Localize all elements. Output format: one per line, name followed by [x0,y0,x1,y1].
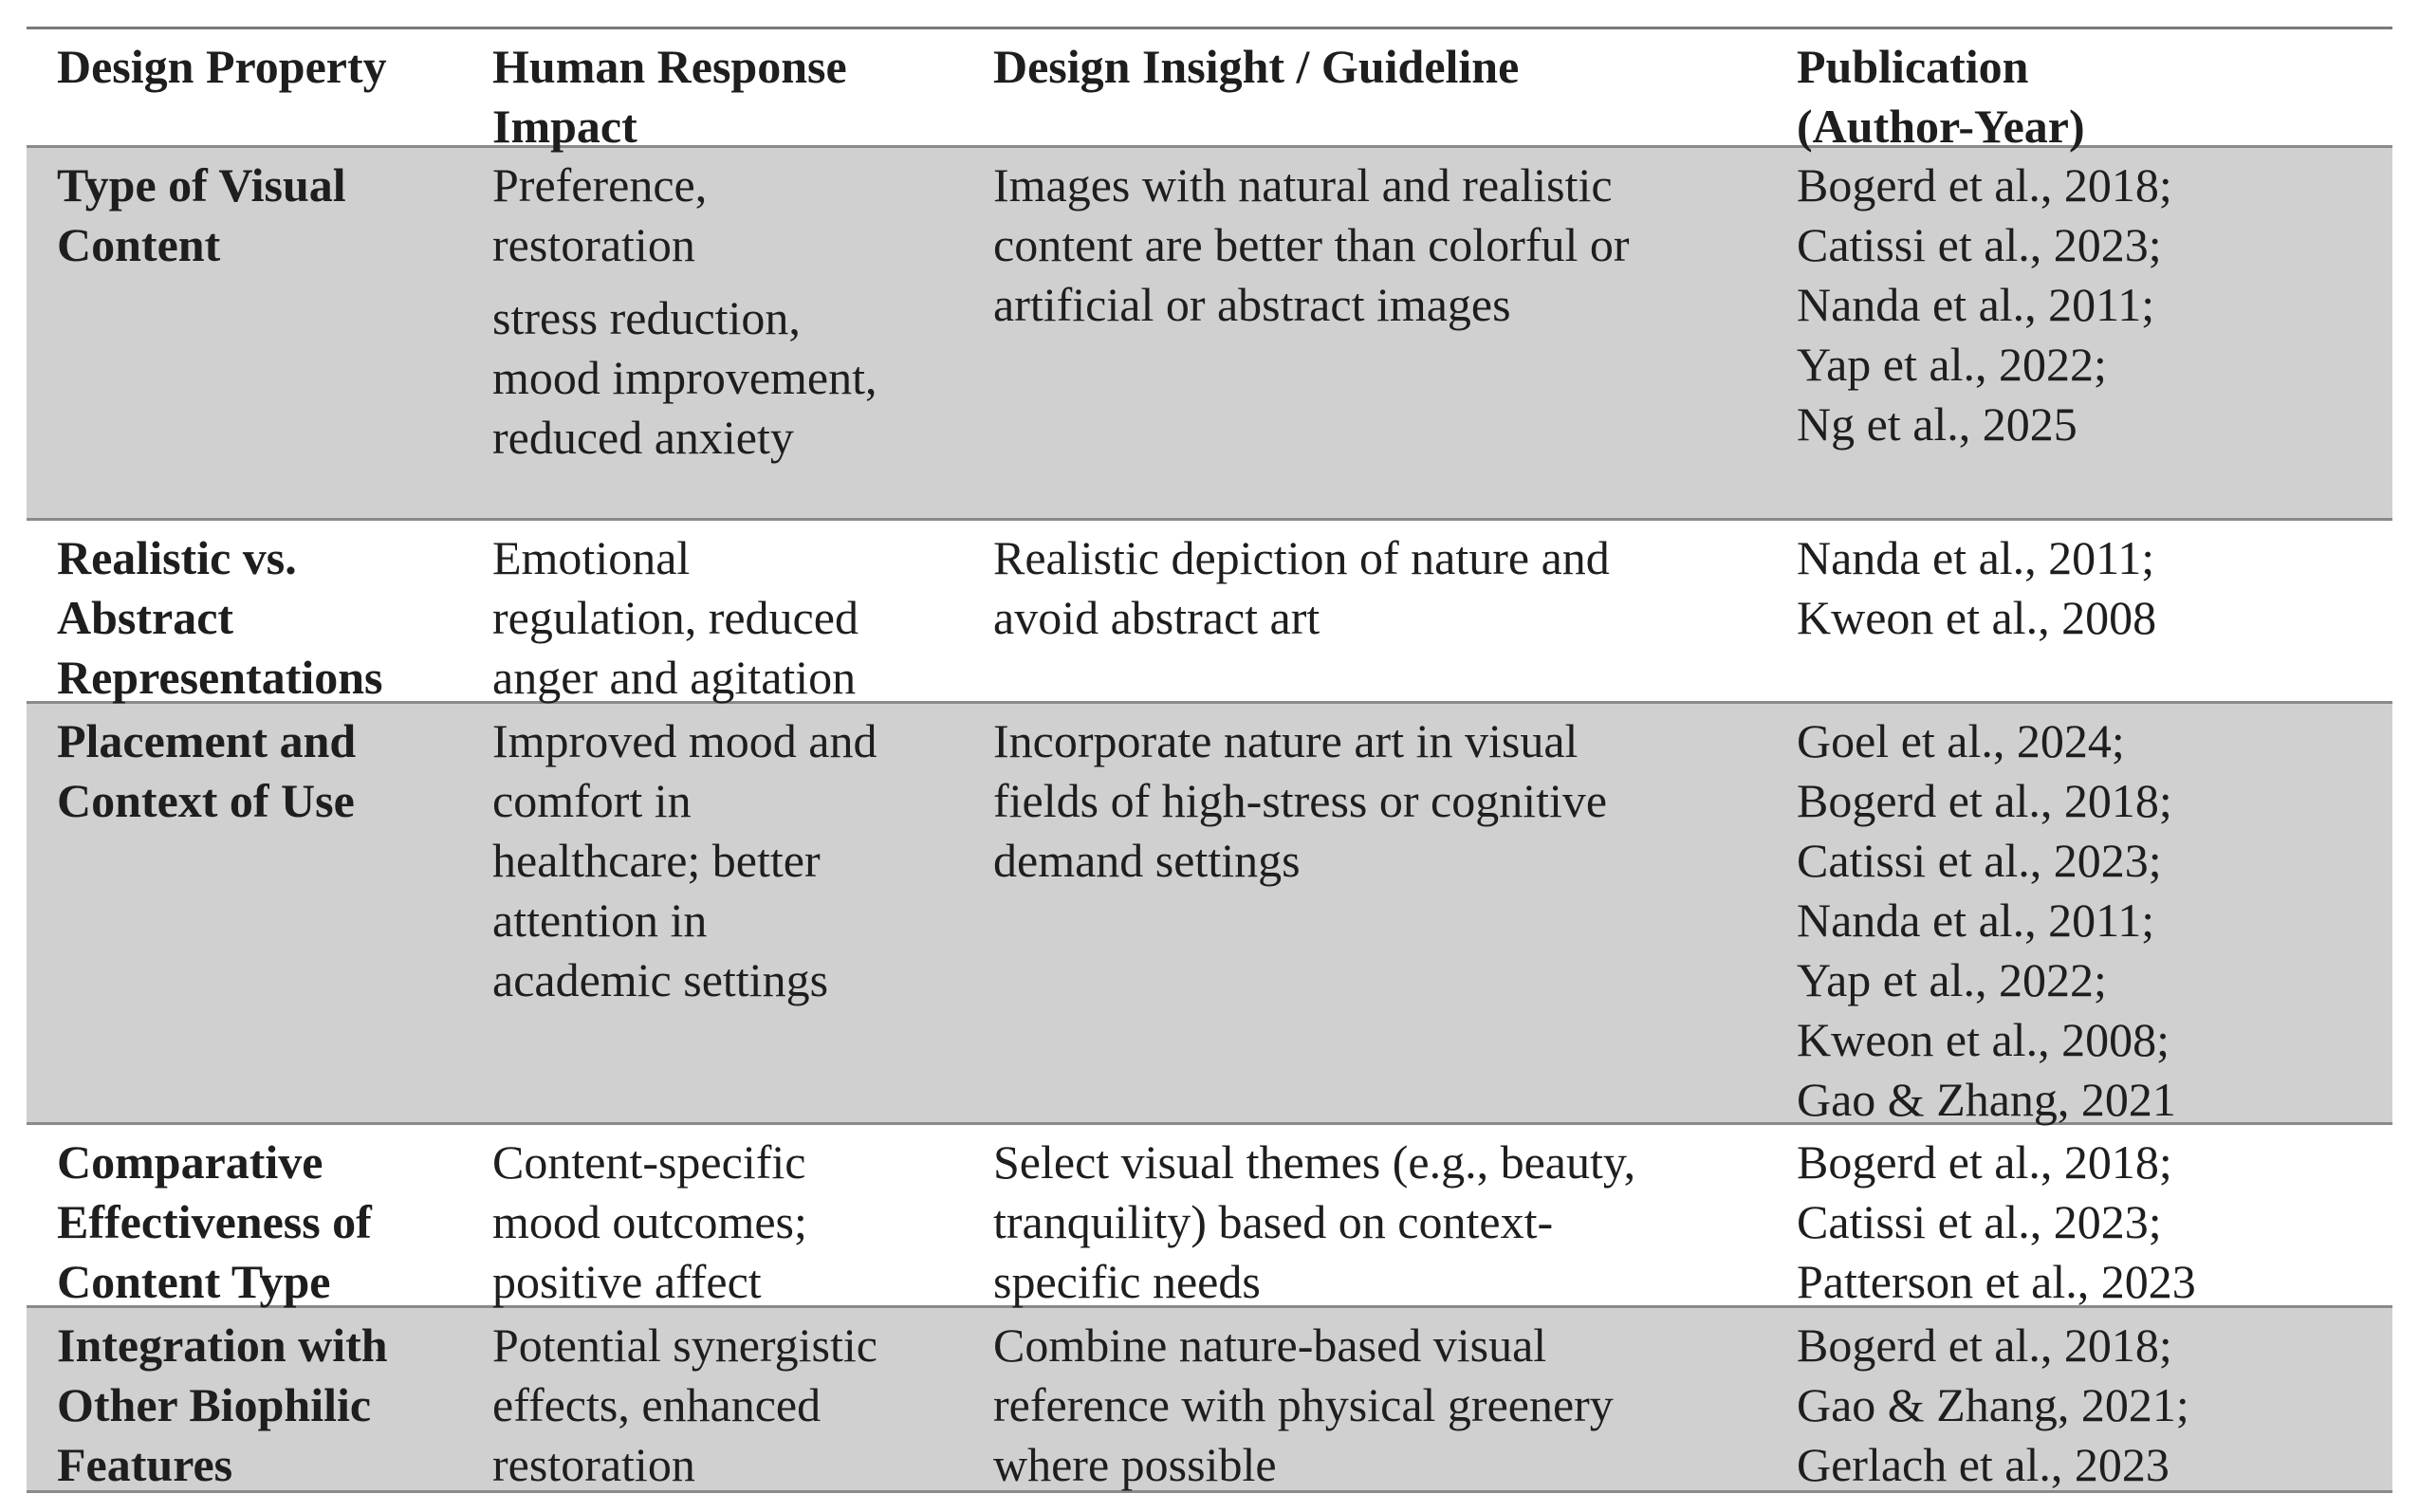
cell-text-line: Kweon et al., 2008 [1797,591,2157,644]
cell-text-line: Nanda et al., 2011; [1797,278,2155,331]
cell-publication [1766,1308,2392,1490]
cell-human-response-impact [462,148,963,518]
cell-design-insight [963,1308,1766,1490]
cell-text-line: Realistic depiction of nature and [993,531,1610,584]
header-publication [1766,29,2392,153]
cell-text-line: Kweon et al., 2008; [1797,1013,2170,1066]
cell-text-line: specific needs [993,1255,1261,1308]
cell-text-line: Abstract [57,591,234,644]
cell-design-insight [963,521,1766,701]
cell-text-line: Human Response [492,40,847,93]
cell-text-line: Type of Visual [57,158,346,212]
cell-text-line: Comparative [57,1135,323,1189]
cell-text-line: Bogerd et al., 2018; [1797,1318,2172,1372]
table-header-row [27,29,2392,153]
cell-design-property [27,521,462,704]
cell-text-line: avoid abstract art [993,591,1320,644]
cell-text-line: Images with natural and realistic [993,158,1613,212]
cell-text-line: Potential synergistic [492,1318,877,1372]
cell-text-line: Context of Use [57,774,355,827]
cell-text-line: Content [57,218,221,271]
cell-text-line: Improved mood and [492,714,877,767]
cell-text-line: Impact [492,100,637,153]
table-row [27,521,2392,704]
cell-text-line: healthcare; better [492,834,821,887]
cell-text-line: Bogerd et al., 2018; [1797,774,2172,827]
cell-text-line: tranquility) based on context- [993,1195,1554,1248]
cell-text-line: Nanda et al., 2011; [1797,531,2155,584]
cell-text-line: Select visual themes (e.g., beauty, [993,1135,1636,1189]
cell-text-line: Catissi et al., 2023; [1797,1195,2162,1248]
cell-text-line: positive affect [492,1255,762,1308]
cell-text-line: Representations [57,651,383,704]
header-design-insight [963,29,1766,145]
cell-text-line: Publication [1797,40,2029,93]
cell-human-response-impact [462,521,963,704]
cell-text-line: Other Biophilic [57,1378,372,1431]
cell-text-line: Bogerd et al., 2018; [1797,1135,2172,1189]
cell-text-line: mood improvement, [492,351,877,404]
cell-text-line: Goel et al., 2024; [1797,714,2125,767]
cell-text-line: Incorporate nature art in visual [993,714,1579,767]
cell-text-line: fields of high-stress or cognitive [993,774,1608,827]
cell-text-line: Gao & Zhang, 2021 [1797,1073,2176,1126]
cell-text-line: (Author-Year) [1797,100,2085,153]
cell-text-line: Content-specific [492,1135,806,1189]
cell-text-line: Features [57,1438,233,1491]
header-human-response-impact [462,29,963,153]
table-row [27,1308,2392,1493]
line-spacer [492,275,963,288]
cell-text-line: Effectiveness of [57,1195,372,1248]
cell-publication [1766,704,2392,1126]
cell-text-line: Preference, [492,158,708,212]
cell-text-line: regulation, reduced [492,591,859,644]
cell-text-line: Patterson et al., 2023 [1797,1255,2196,1308]
cell-human-response-impact [462,704,963,1122]
cell-text-line: reference with physical greenery [993,1378,1614,1431]
cell-design-insight [963,1125,1766,1308]
cell-text-line: content are better than colorful or [993,218,1630,271]
cell-design-property [27,148,462,518]
cell-human-response-impact [462,1125,963,1308]
cell-text-line: Content Type [57,1255,331,1308]
cell-text-line: Combine nature-based visual [993,1318,1547,1372]
cell-text-line: demand settings [993,834,1301,887]
cell-text-line: Realistic vs. [57,531,297,584]
cell-text-line: mood outcomes; [492,1195,807,1248]
cell-text-line: attention in [492,894,708,947]
cell-text-line: Yap et al., 2022; [1797,953,2107,1006]
table-row [27,704,2392,1125]
table-row [27,1125,2392,1308]
cell-design-property [27,704,462,1122]
cell-text-line: academic settings [492,953,829,1006]
header-design-property [27,29,462,145]
cell-text-line: artificial or abstract images [993,278,1511,331]
cell-design-insight [963,148,1766,518]
cell-text-line: anger and agitation [492,651,857,704]
cell-publication [1766,1125,2392,1308]
cell-design-property [27,1125,462,1308]
cell-text-line: Emotional [492,531,691,584]
cell-text-line: Bogerd et al., 2018; [1797,158,2172,212]
cell-text-line: Integration with [57,1318,388,1372]
cell-text-line: Placement and [57,714,357,767]
cell-human-response-impact [462,1308,963,1490]
cell-text-line: Catissi et al., 2023; [1797,834,2162,887]
cell-text-line: restoration [492,218,695,271]
cell-publication [1766,148,2392,518]
cell-text-line: comfort in [492,774,692,827]
cell-text-line: Design Property [57,40,387,93]
cell-text-line: Gao & Zhang, 2021; [1797,1378,2189,1431]
cell-text-line: reduced anxiety [492,411,794,464]
design-properties-table [27,27,2392,1493]
cell-text-line: restoration [492,1438,695,1491]
cell-design-property [27,1308,462,1490]
cell-text-line: Gerlach et al., 2023 [1797,1438,2170,1491]
cell-text-line: stress reduction, [492,291,801,344]
table-row [27,148,2392,521]
cell-text-line: Catissi et al., 2023; [1797,218,2162,271]
cell-text-line: Nanda et al., 2011; [1797,894,2155,947]
cell-design-insight [963,704,1766,1122]
cell-text-line: where possible [993,1438,1277,1491]
cell-publication [1766,521,2392,701]
cell-text-line: Design Insight / Guideline [993,40,1520,93]
cell-text-line: Ng et al., 2025 [1797,397,2077,451]
cell-text-line: Yap et al., 2022; [1797,338,2107,391]
cell-text-line: effects, enhanced [492,1378,822,1431]
